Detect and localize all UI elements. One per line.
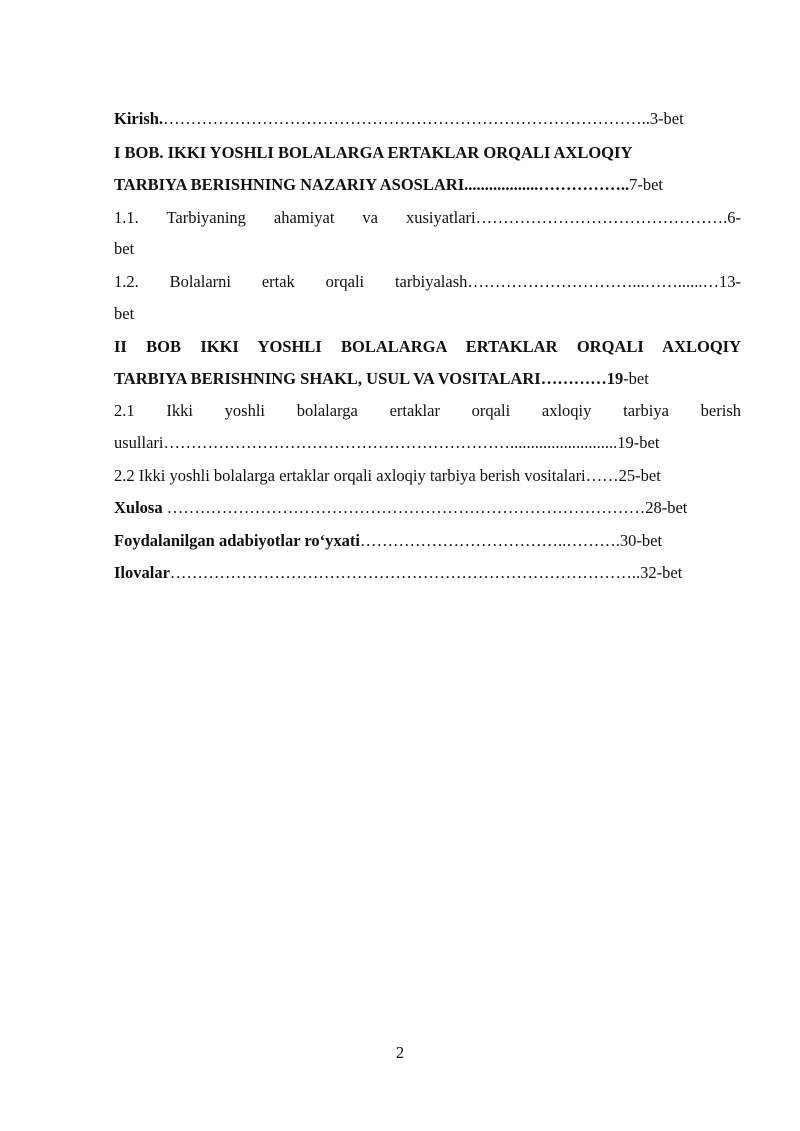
toc-page-suffix: -bet xyxy=(623,369,649,388)
toc-section-2-2[interactable] xyxy=(114,465,741,487)
toc-leader: ………………………………..………. xyxy=(360,531,620,550)
toc-page: 7-bet xyxy=(629,175,664,194)
toc-leader: ………………………………………. xyxy=(475,208,728,227)
toc-section-title: 2.1 Ikki yoshli bolalarga ertaklar orqali axloqiy tarbiya berish xyxy=(114,401,741,420)
toc-leader: ………………………………………………………………………….. xyxy=(169,563,641,582)
toc-chapter-2-line-2[interactable] xyxy=(114,368,741,390)
toc-section-2-1-line-1[interactable] xyxy=(114,400,741,422)
toc-section-1-1-line-2 xyxy=(114,238,741,260)
toc-leader: …… xyxy=(585,466,619,485)
toc-page: 19-bet xyxy=(617,433,660,452)
toc-chapter-2-line-1[interactable] xyxy=(114,336,741,358)
toc-section-title: 1.2. Bolalarni ertak orqali tarbiyalash xyxy=(114,272,468,291)
toc-title: Kirish. xyxy=(114,109,164,128)
toc-page: 19 xyxy=(606,369,624,388)
toc-page-suffix: bet xyxy=(114,239,135,258)
toc-page: 3-bet xyxy=(649,109,684,128)
toc-entry-kirish[interactable] xyxy=(114,108,741,130)
toc-section-1-2-line-2 xyxy=(114,303,741,325)
toc-section-2-1-line-2[interactable] xyxy=(114,432,741,454)
toc-leader: …………………………………………………………………………….. xyxy=(163,109,650,128)
toc-page: 28-bet xyxy=(645,498,688,517)
toc-page: 25-bet xyxy=(618,466,661,485)
toc-chapter-1-line-1[interactable] xyxy=(114,142,741,164)
toc-section-1-2-line-1[interactable] xyxy=(114,271,741,293)
page-number: 2 xyxy=(395,1043,405,1062)
toc-page-suffix: bet xyxy=(114,304,135,323)
toc-leader: ……………………………………………………….......................... xyxy=(163,433,618,452)
toc-chapter-title: TARBIYA BERISHNING NAZARIY ASOSLARI xyxy=(114,175,465,194)
toc-chapter-title: TARBIYA BERISHNING SHAKL, USUL VA VOSITALARI xyxy=(114,369,541,388)
toc-page: 13- xyxy=(719,272,741,291)
toc-page: 32-bet xyxy=(640,563,683,582)
toc-section-title: usullari xyxy=(114,433,164,452)
toc-title: Foydalanilgan adabiyotlar ro‘yxati xyxy=(114,531,361,550)
toc-section-1-1-line-1[interactable] xyxy=(114,207,741,229)
toc-title: Xulosa xyxy=(114,498,163,517)
toc-page: 30-bet xyxy=(619,531,663,550)
toc-chapter-1-line-2[interactable] xyxy=(114,174,741,196)
toc-chapter-title: I BOB. IKKI YOSHLI BOLALARGA ERTAKLAR ORQALI AXLOQIY xyxy=(114,143,633,162)
toc-entry-ilovalar[interactable] xyxy=(114,562,741,584)
toc-chapter-title: II BOB IKKI YOSHLI BOLALARGA ERTAKLAR ORQALI AXLOQIY xyxy=(114,337,741,356)
toc-leader: …………………………...……......… xyxy=(467,272,719,291)
toc-entry-adabiyotlar[interactable] xyxy=(114,530,741,552)
toc-section-title: 1.1. Tarbiyaning ahamiyat va xusiyatlari xyxy=(114,208,476,227)
toc-entry-xulosa[interactable] xyxy=(114,497,741,519)
toc-leader: ..................…………….. xyxy=(464,175,630,194)
toc-page: 6- xyxy=(727,208,741,227)
toc-section-title: 2.2 Ikki yoshli bolalarga ertaklar orqali axloqiy tarbiya berish vositalari xyxy=(114,466,586,485)
toc-leader: ………… xyxy=(540,369,607,388)
toc-title: Ilovalar xyxy=(114,563,170,582)
toc-leader: …………………………………………………………………………… xyxy=(162,498,646,517)
